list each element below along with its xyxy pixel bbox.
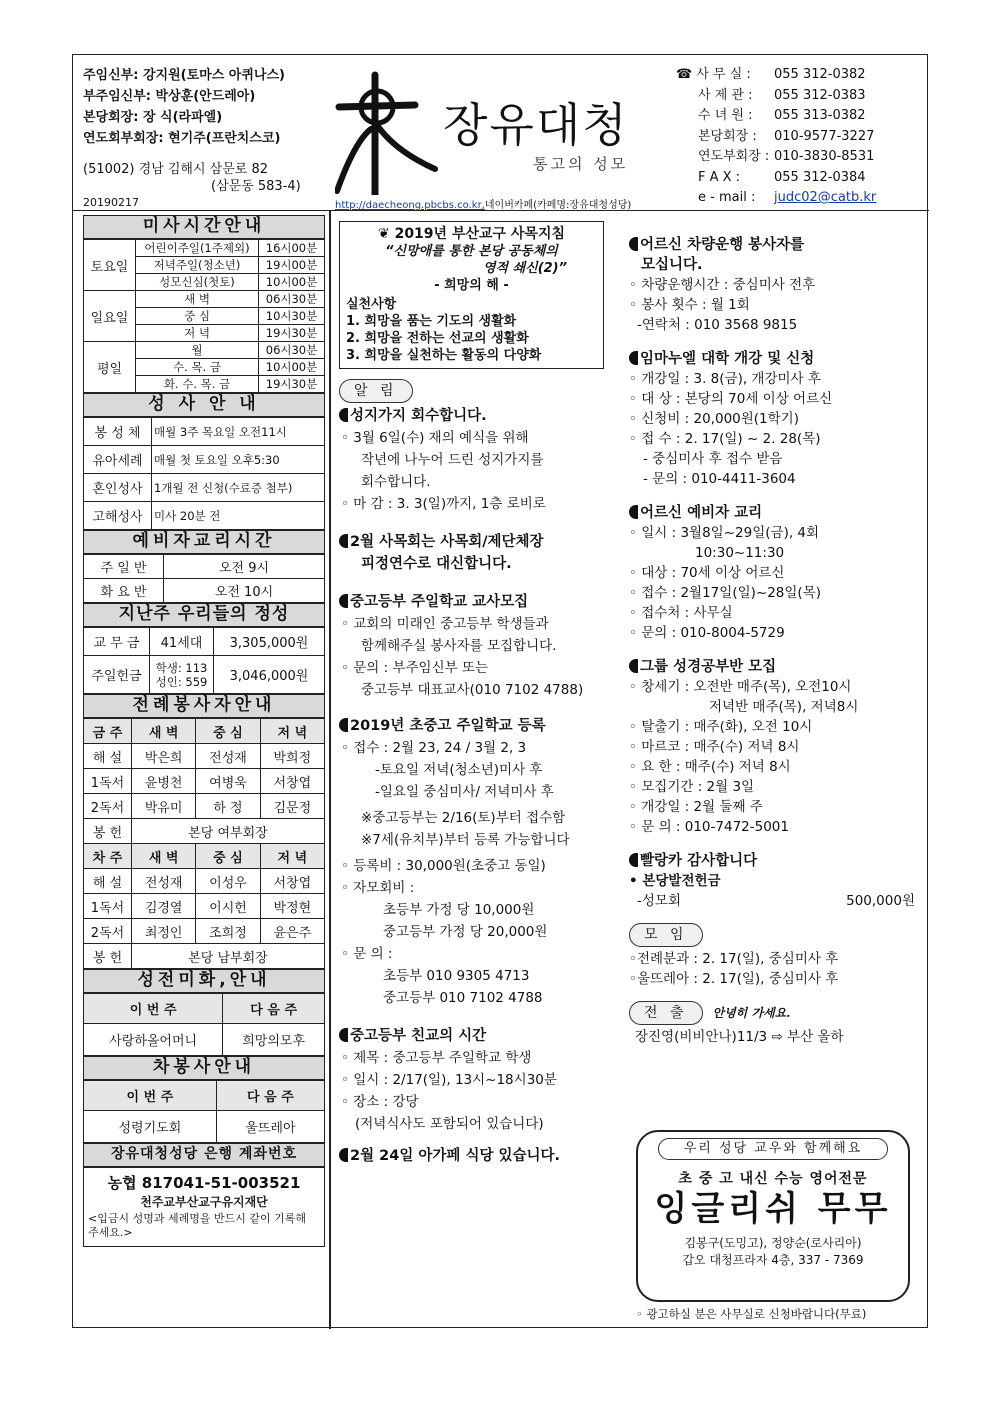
- liturgy-person: 최정인: [132, 919, 196, 944]
- day-label: 평일: [84, 342, 136, 393]
- issue-date: 20190217: [83, 196, 139, 209]
- tea-heading: 차봉사안내: [83, 1056, 325, 1080]
- notice-line: ◦ 문의 : 부주임신부 또는: [341, 660, 489, 676]
- guideline-year-theme: - 희망의 해 -: [434, 278, 509, 293]
- student-count: 학생: 113: [155, 660, 208, 675]
- address-line: (삼문동 583-4): [211, 179, 301, 194]
- liturgy-col: 차 주: [84, 844, 132, 869]
- notice-line: - 중심미사 후 접수 받음: [643, 451, 783, 467]
- column-divider: [329, 211, 331, 1329]
- bank-heading: 장유대청성당 은행 계좌번호: [83, 1143, 325, 1167]
- notice-line: ◦ 대상 : 70세 이상 어르신: [629, 565, 785, 581]
- liturgy-col: 중 심: [196, 719, 260, 744]
- flower-col: 다 음 주: [223, 994, 325, 1024]
- notice-title: 임마누엘 대학 개강 및 신청: [640, 351, 815, 367]
- staff-line: 부주임신부: 박상훈(안드레아): [83, 89, 256, 104]
- notice-line: ◦ 등록비 : 30,000원(초중고 동일): [341, 858, 546, 874]
- practice-item: 3. 희망을 실천하는 활동의 다양화: [346, 348, 542, 363]
- notice-line: ◦ 차량운행시간 : 중심미사 전후: [629, 277, 816, 293]
- transfer-header: [629, 1001, 925, 1025]
- donation-row: [629, 891, 925, 911]
- tea-table: [83, 1080, 325, 1143]
- half-circle-icon: [629, 853, 638, 867]
- mass-time: 19시30분: [259, 325, 325, 342]
- notice-heading: [339, 405, 624, 427]
- notice-line: ◦ 창세기 : 오전반 매주(목), 오전10시: [629, 679, 852, 695]
- liturgy-person: 김문정: [260, 794, 324, 819]
- mass-name: 화. 수. 목. 금: [136, 376, 259, 393]
- pastoral-guideline-box: [339, 221, 604, 369]
- email-link[interactable]: judc02@catb.kr: [774, 190, 877, 205]
- notice-line: ◦ 일시 : 2/17(일), 13시~18시30분: [341, 1072, 557, 1088]
- contact-label: e - mail :: [698, 190, 756, 205]
- mass-name: 성모신심(첫토): [136, 274, 259, 291]
- ad-owners: 김봉구(도밍고), 정양순(로사리아): [684, 1236, 862, 1250]
- notice-line: ◦ 봉사 횟수 : 월 1회: [629, 297, 750, 313]
- day-label: 토요일: [84, 240, 136, 291]
- liturgy-col: 중 심: [196, 844, 260, 869]
- ad-tagline: 우리 성당 교우와 함께해요: [658, 1138, 888, 1160]
- mass-times-table: [83, 239, 325, 393]
- notice-title: 2019년 초중고 주일학교 등록: [350, 718, 546, 734]
- notice-line: ◦ 접수 : 2월17일(일)~28일(목): [629, 585, 821, 601]
- liturgy-person: 전성재: [132, 869, 196, 894]
- liturgy-table: [83, 718, 325, 969]
- offering-heading: 지난주 우리들의 정성: [83, 603, 325, 627]
- mass-time: 16시00분: [259, 240, 325, 257]
- left-column: [83, 215, 325, 1247]
- mass-time: 06시30분: [259, 291, 325, 308]
- offering-count: [150, 656, 214, 694]
- donor-name: -성모회: [637, 893, 681, 909]
- liturgy-person: 하 정: [196, 794, 260, 819]
- offering-count: 41세대: [150, 628, 214, 656]
- contact-label: 수 녀 원 :: [698, 108, 753, 123]
- notice-line: -토요일 저녁(청소년)미사 후: [375, 762, 543, 778]
- notice-line: ◦ 장소 : 강당: [341, 1094, 419, 1110]
- class-name: 화 요 반: [84, 579, 164, 603]
- liturgy-role: 해 설: [84, 744, 132, 769]
- ad-address: 갑오 대청프라자 4층, 337 - 7369: [682, 1253, 864, 1267]
- guideline-title: [346, 226, 597, 243]
- donation-amount: 500,000원: [846, 893, 915, 909]
- liturgy-col: 새 벽: [132, 844, 196, 869]
- guideline-year: 2019년 부산교구 사목지침: [394, 226, 566, 242]
- notice-heading: [339, 531, 624, 553]
- bulletin-subtitle: 통고의 성모: [533, 155, 629, 173]
- staff-line: 본당회장: 장 식(라파엘): [83, 110, 223, 125]
- transfer-destination: 부산 올하: [787, 1029, 844, 1045]
- liturgy-heading: 전례봉사자안내: [83, 694, 325, 718]
- mass-name: 저녁주일(청소년): [136, 257, 259, 274]
- notice-heading: [629, 235, 925, 255]
- middle-column: [339, 221, 624, 1167]
- notice-line: ◦ 제목 : 중고등부 주일학교 학생: [341, 1050, 532, 1066]
- liturgy-role: 2독서: [84, 794, 132, 819]
- sacrament-name: 유아세례: [84, 446, 152, 474]
- liturgy-person: 전성재: [196, 744, 260, 769]
- liturgy-person: 윤병천: [132, 769, 196, 794]
- contact-label: 연도부회장 :: [698, 149, 770, 164]
- notice-line: ※중고등부는 2/16(토)부터 접수함: [361, 810, 566, 826]
- half-circle-icon: [629, 505, 638, 519]
- contact-label: 사 제 관 :: [698, 87, 753, 103]
- liturgy-person: 서창엽: [260, 869, 324, 894]
- half-circle-icon: [339, 718, 348, 732]
- notice-heading: [629, 657, 925, 677]
- bank-box: [83, 1167, 325, 1247]
- staff-line: 주임신부: 강지원(토마스 아퀴나스): [83, 68, 285, 83]
- liturgy-role: 1독서: [84, 894, 132, 919]
- liturgy-person: 이성우: [196, 869, 260, 894]
- farewell-text: 안녕히 가세요.: [712, 1006, 791, 1020]
- contact-row: [676, 106, 876, 127]
- notice-line: (저녁식사도 포함되어 있습니다): [355, 1116, 544, 1132]
- notice-heading: [339, 1025, 624, 1047]
- contact-label: ☎ 사 무 실 :: [676, 67, 751, 82]
- bank-owner: 천주교부산교구유지재단: [140, 1195, 268, 1209]
- liturgy-person: 박희정: [260, 744, 324, 769]
- tea-group: 울뜨레아: [216, 1111, 324, 1143]
- flower-heading: 성전미화,안내: [83, 969, 325, 993]
- flower-table: [83, 993, 325, 1056]
- advertisement-box: [636, 1130, 910, 1302]
- guideline-theme: 영적 쇄신(2)”: [482, 261, 567, 276]
- liturgy-person: 서창엽: [260, 769, 324, 794]
- contact-value: 055 313-0382: [774, 108, 866, 123]
- mass-name: 월: [136, 342, 259, 359]
- sacrament-info: 미사 20분 전: [152, 502, 325, 530]
- half-circle-icon: [339, 1148, 348, 1162]
- liturgy-role: 1독서: [84, 769, 132, 794]
- sacrament-info: 매월 3주 목요일 오전11시: [152, 418, 325, 446]
- donation-category: • 본당발전헌금: [629, 873, 721, 889]
- liturgy-person: 본당 여부회장: [132, 819, 325, 844]
- notice-line: 회수합니다.: [361, 474, 431, 490]
- liturgy-role: 봉 헌: [84, 819, 132, 844]
- mass-time: 06시30분: [259, 342, 325, 359]
- notice-line: -일요일 중심미사/ 저녁미사 후: [375, 784, 554, 800]
- liturgy-person: 본당 남부회장: [132, 944, 325, 969]
- liturgy-person: 조희정: [196, 919, 260, 944]
- practice-heading: 실천사항: [346, 297, 397, 312]
- liturgy-role: 봉 헌: [84, 944, 132, 969]
- staff-line: 연도회부회장: 현기주(프란치스코): [83, 131, 281, 146]
- liturgy-person: 여병욱: [196, 769, 260, 794]
- notice-title: 중고등부 주일학교 교사모집: [350, 594, 529, 610]
- meeting-line: ◦전례분과 : 2. 17(일), 중심미사 후: [629, 951, 839, 967]
- class-name: 주 일 반: [84, 555, 164, 579]
- notice-line: 함께해주실 봉사자를 모집합니다.: [361, 638, 557, 654]
- notice-title: 모십니다.: [641, 257, 703, 273]
- contact-row: [676, 168, 876, 189]
- notice-line: 중고등부 010 7102 4788: [383, 990, 543, 1006]
- offering-amount: 3,046,000원: [214, 656, 325, 694]
- header: [73, 55, 929, 211]
- catechumen-table: [83, 554, 325, 603]
- notice-heading: [629, 349, 925, 369]
- half-circle-icon: [629, 351, 638, 365]
- contact-value: 010-9577-3227: [774, 128, 875, 144]
- contact-row: [676, 188, 876, 209]
- offering-table: [83, 627, 325, 694]
- notice-title: 빨랑카 감사합니다: [640, 853, 758, 869]
- half-circle-icon: [339, 594, 348, 608]
- offering-label: 교 무 금: [84, 628, 150, 656]
- arrow-right-icon: ⇨: [771, 1029, 783, 1045]
- notice-title: 어르신 차량운행 봉사자를: [640, 237, 805, 253]
- transfer-pill: 전 출: [629, 1001, 703, 1025]
- notice-line: ※7세(유치부)부터 등록 가능합니다: [361, 832, 570, 848]
- contact-value: 055 312-0384: [774, 169, 866, 185]
- contact-label: 본당회장 :: [698, 128, 757, 144]
- sacrament-name: 혼인성사: [84, 474, 152, 502]
- notice-line: ◦ 개강일 : 3. 8(금), 개강미사 후: [629, 371, 821, 387]
- mass-time: 10시00분: [259, 274, 325, 291]
- practice-item: 1. 희망을 품는 기도의 생활화: [346, 314, 517, 329]
- bulletin-page: [72, 54, 928, 1328]
- liturgy-col: 금 주: [84, 719, 132, 744]
- mass-time: 10시00분: [259, 359, 325, 376]
- notice-line: ◦ 문 의 : 010-7472-5001: [629, 819, 789, 835]
- sacrament-table: [83, 417, 325, 530]
- contact-row: [676, 65, 876, 86]
- liturgy-col: 새 벽: [132, 719, 196, 744]
- notice-heading: [629, 503, 925, 523]
- notice-line: ◦ 접수처 : 사무실: [629, 605, 733, 621]
- address-line: (51002) 경남 김해시 삼문로 82: [83, 162, 269, 177]
- ad-brand: 잉글리쉬 무무: [654, 1189, 892, 1229]
- contact-value: 055 312-0382: [774, 67, 866, 82]
- notice-heading: [339, 1145, 624, 1167]
- bulletin-title: 장유대청: [443, 98, 629, 152]
- transfer-line: [629, 1027, 925, 1047]
- notice-title: 그룹 성경공부반 모집: [640, 659, 777, 675]
- guideline-theme: “신망애를 통한 본당 공동체의: [385, 244, 558, 259]
- notice-line: ◦ 문 의 :: [341, 946, 393, 962]
- tea-col: 이 번 주: [84, 1081, 217, 1111]
- mass-name: 새 벽: [136, 291, 259, 308]
- mass-time: 19시00분: [259, 257, 325, 274]
- dove-icon: ❦: [377, 226, 390, 242]
- meeting-line: ◦울뜨레아 : 2. 17(일), 중심미사 후: [629, 971, 839, 987]
- notice-title: 피정연수로 대신합니다.: [361, 556, 512, 572]
- sacrament-info: 1개월 전 신청(수료증 첨부): [152, 474, 325, 502]
- notice-line: ◦ 접수 : 2월 23, 24 / 3월 2, 3: [341, 740, 527, 756]
- contact-list: [676, 65, 876, 209]
- half-circle-icon: [339, 408, 348, 422]
- class-time: 오전 10시: [164, 579, 325, 603]
- notice-line: ◦ 개강일 : 2월 둘째 주: [629, 799, 763, 815]
- notice-line: 중고등부 가정 당 20,000원: [383, 924, 548, 940]
- notice-line: ◦ 마르코 : 매주(수) 저녁 8시: [629, 739, 800, 755]
- practice-item: 2. 희망을 전하는 선교의 생활화: [346, 331, 529, 346]
- flower-col: 이 번 주: [84, 994, 223, 1024]
- liturgy-person: 이시헌: [196, 894, 260, 919]
- notice-line: 10:30~11:30: [695, 545, 785, 561]
- bank-note: <입금시 성명과 세례명을 반드시 같이 기록해 주세요.>: [88, 1212, 306, 1239]
- contact-value: 055 312-0383: [774, 87, 866, 103]
- contact-row: [676, 147, 876, 168]
- class-time: 오전 9시: [164, 555, 325, 579]
- mass-name: 저 녁: [136, 325, 259, 342]
- tea-group: 성령기도회: [84, 1111, 217, 1143]
- cafe-name: 네이버카페(카페명:장유대청성당): [484, 200, 632, 211]
- contact-row: [676, 127, 876, 148]
- flower-group: 사랑하올어머니: [84, 1024, 223, 1056]
- mass-name: 어린이주일(1주제외): [136, 240, 259, 257]
- liturgy-role: 해 설: [84, 869, 132, 894]
- notice-line: -연락처 : 010 3568 9815: [637, 317, 798, 333]
- notice-line: ◦ 모집기간 : 2월 3일: [629, 779, 755, 795]
- notice-heading: [629, 851, 925, 871]
- notice-line: - 문의 : 010-4411-3604: [643, 471, 796, 487]
- liturgy-person: 박유미: [132, 794, 196, 819]
- notice-heading: [339, 591, 624, 613]
- sacrament-name: 봉 성 체: [84, 418, 152, 446]
- notice-title: 2월 사목회는 사목회/제단체장: [350, 534, 544, 550]
- half-circle-icon: [339, 534, 348, 548]
- offering-label: 주일헌금: [84, 656, 150, 694]
- notice-line: ◦ 문의 : 010-8004-5729: [629, 625, 785, 641]
- notice-line: ◦ 탈출기 : 매주(화), 오전 10시: [629, 719, 813, 735]
- liturgy-person: 김경열: [132, 894, 196, 919]
- notice-title: 중고등부 친교의 시간: [350, 1028, 487, 1044]
- offering-amount: 3,305,000원: [214, 628, 325, 656]
- liturgy-role: 2독서: [84, 919, 132, 944]
- right-column: [629, 235, 925, 1047]
- staff-list: [83, 65, 285, 149]
- cross-logo-icon: [335, 71, 441, 195]
- half-circle-icon: [629, 659, 638, 673]
- flower-group: 희망의모후: [223, 1024, 325, 1056]
- ad-note: ◦ 광고하실 분은 사무실로 신청바랍니다(무료): [636, 1307, 867, 1321]
- notice-line: 중고등부 대표교사(010 7102 4788): [361, 682, 584, 698]
- half-circle-icon: [629, 237, 638, 251]
- notice-line: ◦ 일시 : 3월8일~29일(금), 4회: [629, 525, 820, 541]
- liturgy-person: 박정현: [260, 894, 324, 919]
- notice-title: 2월 24일 아가페 식당 있습니다.: [350, 1148, 561, 1164]
- liturgy-col: 저 녁: [260, 844, 324, 869]
- notice-line: ◦ 3월 6일(수) 재의 예식을 위해: [341, 430, 529, 446]
- notice-heading: [339, 715, 624, 737]
- notice-line: ◦ 마 감 : 3. 3(일)까지, 1층 로비로: [341, 496, 546, 512]
- liturgy-person: 박은희: [132, 744, 196, 769]
- notice-line: ◦ 대 상 : 본당의 70세 이상 어르신: [629, 391, 833, 407]
- half-circle-icon: [339, 1028, 348, 1042]
- contact-label: F A X :: [698, 169, 741, 185]
- mass-name: 중 심: [136, 308, 259, 325]
- notice-line: ◦ 교회의 미래인 중고등부 학생들과: [341, 616, 549, 632]
- catechumen-heading: 예비자교리시간: [83, 530, 325, 554]
- sacrament-info: 매월 첫 토요일 오후5:30: [152, 446, 325, 474]
- tea-col: 다 음 주: [216, 1081, 324, 1111]
- notice-line: ◦ 접 수 : 2. 17(일) ~ 2. 28(목): [629, 431, 821, 447]
- mass-time: 10시30분: [259, 308, 325, 325]
- website-link[interactable]: http://daecheong.pbcbs.co.kr,: [335, 200, 485, 211]
- liturgy-col: 저 녁: [260, 719, 324, 744]
- notice-title: 어르신 예비자 교리: [640, 505, 763, 521]
- mass-name: 수. 목. 금: [136, 359, 259, 376]
- ad-subtitle: 초 중 고 내신 수능 영어전문: [678, 1171, 868, 1187]
- mass-times-heading: 미사시간안내: [83, 215, 325, 239]
- meeting-pill: 모 임: [629, 923, 703, 947]
- sacrament-heading: 성 사 안 내: [83, 393, 325, 417]
- contact-value: 010-3830-8531: [774, 149, 875, 164]
- address: [83, 161, 301, 195]
- sacrament-name: 고해성사: [84, 502, 152, 530]
- adult-count: 성인: 559: [155, 674, 208, 689]
- notice-line: 작년에 나누어 드린 성지가지를: [361, 452, 544, 468]
- liturgy-person: 윤은주: [260, 919, 324, 944]
- contact-row: [676, 86, 876, 107]
- notice-line: 저녁반 매주(목), 저녁8시: [709, 699, 859, 715]
- mass-time: 19시30분: [259, 376, 325, 393]
- notice-line: ◦ 신청비 : 20,000원(1학기): [629, 411, 799, 427]
- notice-pill: 알 림: [339, 379, 413, 403]
- notice-line: ◦ 요 한 : 매주(수) 저녁 8시: [629, 759, 791, 775]
- notice-line: ◦ 자모회비 :: [341, 880, 415, 896]
- notice-title: 성지가지 회수합니다.: [350, 408, 487, 424]
- day-label: 일요일: [84, 291, 136, 342]
- notice-line: 초등부 010 9305 4713: [383, 968, 530, 984]
- bank-account: 농협 817041-51-003521: [107, 1174, 301, 1192]
- transfer-person: 장진영(비비안나)11/3: [635, 1029, 768, 1045]
- notice-line: 초등부 가정 당 10,000원: [383, 902, 535, 918]
- website: [335, 196, 631, 211]
